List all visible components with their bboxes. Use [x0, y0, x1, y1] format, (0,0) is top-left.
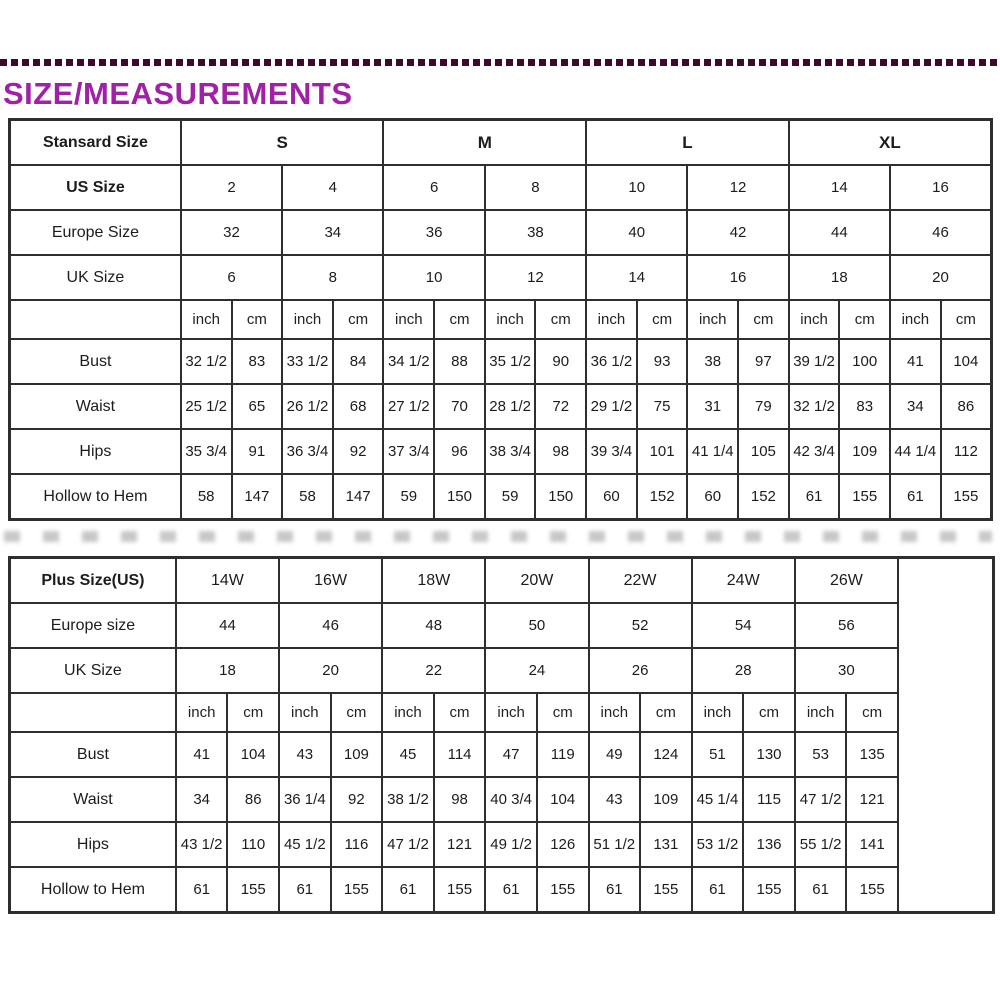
table-cell: 100 [839, 339, 890, 384]
row-label: Hollow to Hem [10, 867, 176, 913]
table-cell: 10 [586, 165, 687, 210]
table-cell: 34 [176, 777, 228, 822]
table-cell: 26 [589, 648, 692, 693]
table-cell: 25 1/2 [181, 384, 232, 429]
table-row [10, 822, 994, 867]
table-cell: 43 [279, 732, 331, 777]
table-cell: inch [789, 300, 840, 339]
table-cell: 26W [795, 558, 898, 604]
table-cell: 155 [839, 474, 890, 520]
table-cell: 51 1/2 [589, 822, 641, 867]
table-cell: 24W [692, 558, 795, 604]
row-label: Waist [10, 777, 176, 822]
table-cell: cm [846, 693, 898, 732]
table-row [10, 474, 992, 520]
table-cell: 61 [890, 474, 941, 520]
table-cell: 45 1/2 [279, 822, 331, 867]
table-cell: inch [383, 300, 434, 339]
table-cell: 61 [789, 474, 840, 520]
table-cell: 22 [382, 648, 485, 693]
page-title: SIZE/MEASUREMENTS [3, 76, 353, 111]
table-cell: 36 [383, 210, 484, 255]
row-label: Hips [10, 429, 181, 474]
table-cell: 121 [846, 777, 898, 822]
table-cell: inch [586, 300, 637, 339]
row-label: UK Size [10, 255, 181, 300]
table-cell: 90 [535, 339, 586, 384]
table-cell: 34 [890, 384, 941, 429]
table-cell: inch [485, 300, 536, 339]
table-cell: 32 [181, 210, 282, 255]
table-cell: 72 [535, 384, 586, 429]
table-cell: 60 [687, 474, 738, 520]
table-cell: 83 [839, 384, 890, 429]
table-cell: 58 [282, 474, 333, 520]
table-cell: 20W [485, 558, 588, 604]
table-cell: 46 [890, 210, 991, 255]
table-cell: 152 [637, 474, 688, 520]
table-cell: 44 1/4 [890, 429, 941, 474]
table-cell: 4 [282, 165, 383, 210]
table-cell: 93 [637, 339, 688, 384]
table-row [10, 732, 994, 777]
table-cell: 98 [535, 429, 586, 474]
table-cell: S [181, 120, 384, 166]
table-cell: 150 [535, 474, 586, 520]
table-row [10, 867, 994, 913]
table-cell: 45 [382, 732, 434, 777]
row-label: Plus Size(US) [10, 558, 176, 604]
table-cell: inch [485, 693, 537, 732]
table-cell: 150 [434, 474, 485, 520]
table-cell: 86 [941, 384, 992, 429]
table-cell: 14 [586, 255, 687, 300]
table-cell: 24 [485, 648, 588, 693]
table-cell: 2 [181, 165, 282, 210]
table-cell: 61 [279, 867, 331, 913]
table-cell: 155 [743, 867, 795, 913]
table-cell: 112 [941, 429, 992, 474]
table-cell: M [383, 120, 586, 166]
table-cell: 55 1/2 [795, 822, 847, 867]
table-cell: 59 [485, 474, 536, 520]
table-cell: 43 1/2 [176, 822, 228, 867]
table-cell: 44 [789, 210, 890, 255]
table-row [10, 384, 992, 429]
table-cell: 110 [227, 822, 279, 867]
row-label: Europe size [10, 603, 176, 648]
table-cell: 39 1/2 [789, 339, 840, 384]
table-cell: cm [331, 693, 383, 732]
table-cell: 49 [589, 732, 641, 777]
table-cell: 40 [586, 210, 687, 255]
table-row [10, 693, 994, 732]
table-cell: 42 3/4 [789, 429, 840, 474]
table-cell: 14W [176, 558, 279, 604]
table-cell: 38 1/2 [382, 777, 434, 822]
table-cell: 155 [640, 867, 692, 913]
table-cell: 109 [331, 732, 383, 777]
table-cell: XL [789, 120, 992, 166]
table-cell: 44 [176, 603, 279, 648]
table-cell: 155 [941, 474, 992, 520]
table-cell: cm [333, 300, 384, 339]
table-cell: 147 [232, 474, 283, 520]
table-cell: cm [537, 693, 589, 732]
table-cell: 101 [637, 429, 688, 474]
table-row [10, 339, 992, 384]
table-cell: 28 [692, 648, 795, 693]
table-cell: 131 [640, 822, 692, 867]
table-cell: 70 [434, 384, 485, 429]
table-cell: 38 [485, 210, 586, 255]
standard-size-table [8, 118, 993, 521]
table-cell: cm [743, 693, 795, 732]
table-cell: 75 [637, 384, 688, 429]
table-cell: 47 [485, 732, 537, 777]
table-cell: 141 [846, 822, 898, 867]
table-cell: 8 [485, 165, 586, 210]
table-cell: 61 [589, 867, 641, 913]
table-cell: 104 [537, 777, 589, 822]
table-cell: 155 [434, 867, 486, 913]
table-row [10, 255, 992, 300]
table-cell: 18W [382, 558, 485, 604]
table-cell: 68 [333, 384, 384, 429]
table-cell: 22W [589, 558, 692, 604]
table-cell: cm [434, 693, 486, 732]
table-cell: 61 [176, 867, 228, 913]
row-label [10, 693, 176, 732]
table-cell: 52 [589, 603, 692, 648]
table-cell: 34 [282, 210, 383, 255]
table-cell: 16 [890, 165, 991, 210]
row-label: Waist [10, 384, 181, 429]
table-cell: 115 [743, 777, 795, 822]
table-cell: 33 1/2 [282, 339, 333, 384]
table-row [10, 120, 992, 166]
table-cell: 61 [692, 867, 744, 913]
table-cell: inch [382, 693, 434, 732]
table-cell: 136 [743, 822, 795, 867]
table-cell: 121 [434, 822, 486, 867]
table-row [10, 165, 992, 210]
table-cell: 126 [537, 822, 589, 867]
table-cell: 46 [279, 603, 382, 648]
table-cell: inch [687, 300, 738, 339]
row-label: Hips [10, 822, 176, 867]
table-cell: 58 [181, 474, 232, 520]
plus-size-table [8, 556, 995, 914]
table-cell: inch [181, 300, 232, 339]
table-cell: 41 [890, 339, 941, 384]
table-cell: 49 1/2 [485, 822, 537, 867]
table-cell: 155 [537, 867, 589, 913]
table-cell: 38 [687, 339, 738, 384]
table-cell: 97 [738, 339, 789, 384]
table-cell: 18 [789, 255, 890, 300]
table-cell: 39 3/4 [586, 429, 637, 474]
table-cell: 104 [941, 339, 992, 384]
table-cell: cm [535, 300, 586, 339]
table-cell: 61 [485, 867, 537, 913]
table-cell: 31 [687, 384, 738, 429]
table-cell: 83 [232, 339, 283, 384]
row-label: UK Size [10, 648, 176, 693]
table-cell: cm [640, 693, 692, 732]
table-cell: cm [839, 300, 890, 339]
table-row [10, 648, 994, 693]
table-cell: 12 [485, 255, 586, 300]
table-cell: 104 [227, 732, 279, 777]
table-cell: 53 [795, 732, 847, 777]
table-row [10, 777, 994, 822]
table-row [10, 210, 992, 255]
table-cell: 53 1/2 [692, 822, 744, 867]
table-cell: cm [738, 300, 789, 339]
table-cell: 147 [333, 474, 384, 520]
table-cell: 50 [485, 603, 588, 648]
table-cell: 116 [331, 822, 383, 867]
table-cell: 109 [640, 777, 692, 822]
table-cell: 48 [382, 603, 485, 648]
table-cell: 10 [383, 255, 484, 300]
table-cell: 32 1/2 [181, 339, 232, 384]
table-cell: 155 [331, 867, 383, 913]
table-cell: 91 [232, 429, 283, 474]
table-cell: 36 3/4 [282, 429, 333, 474]
table-cell: 28 1/2 [485, 384, 536, 429]
table-cell: 8 [282, 255, 383, 300]
table-cell: inch [795, 693, 847, 732]
table-cell: 6 [383, 165, 484, 210]
table-cell: 42 [687, 210, 788, 255]
table-cell: 155 [227, 867, 279, 913]
table-cell: 54 [692, 603, 795, 648]
table-cell: 41 1/4 [687, 429, 738, 474]
table-cell: 47 1/2 [382, 822, 434, 867]
table-cell: 65 [232, 384, 283, 429]
row-label: Bust [10, 732, 176, 777]
table-cell: 35 3/4 [181, 429, 232, 474]
table-cell: 114 [434, 732, 486, 777]
table-cell: 96 [434, 429, 485, 474]
table-cell: 155 [846, 867, 898, 913]
table-cell: 32 1/2 [789, 384, 840, 429]
table-cell: inch [890, 300, 941, 339]
table-cell: inch [176, 693, 228, 732]
row-label: Stansard Size [10, 120, 181, 166]
row-label: Europe Size [10, 210, 181, 255]
table-cell: 45 1/4 [692, 777, 744, 822]
table-cell: 6 [181, 255, 282, 300]
table-cell: inch [692, 693, 744, 732]
table-cell: 47 1/2 [795, 777, 847, 822]
table-cell: inch [282, 300, 333, 339]
table-cell: 86 [227, 777, 279, 822]
table-cell: 84 [333, 339, 384, 384]
table-cell: 56 [795, 603, 898, 648]
table-cell: 20 [279, 648, 382, 693]
table-cell: 16 [687, 255, 788, 300]
table-cell: 92 [331, 777, 383, 822]
table-cell: cm [637, 300, 688, 339]
table-cell: 43 [589, 777, 641, 822]
table-cell: 124 [640, 732, 692, 777]
table-cell: 12 [687, 165, 788, 210]
table-cell: 30 [795, 648, 898, 693]
table-cell: 61 [795, 867, 847, 913]
row-label: Bust [10, 339, 181, 384]
table-cell: cm [434, 300, 485, 339]
table-cell: 14 [789, 165, 890, 210]
table-cell: 38 3/4 [485, 429, 536, 474]
table-cell: 51 [692, 732, 744, 777]
table-cell: 152 [738, 474, 789, 520]
table-cell: 18 [176, 648, 279, 693]
empty-column [898, 558, 994, 913]
table-cell: 36 1/4 [279, 777, 331, 822]
table-cell: cm [941, 300, 992, 339]
table-cell: 105 [738, 429, 789, 474]
table-cell: 119 [537, 732, 589, 777]
table-row [10, 603, 994, 648]
dashed-divider [0, 59, 1000, 66]
table-cell: L [586, 120, 789, 166]
table-cell: 79 [738, 384, 789, 429]
table-cell: 59 [383, 474, 434, 520]
table-cell: 61 [382, 867, 434, 913]
table-cell: inch [279, 693, 331, 732]
table-cell: 35 1/2 [485, 339, 536, 384]
table-cell: 16W [279, 558, 382, 604]
row-label: Hollow to Hem [10, 474, 181, 520]
table-cell: 20 [890, 255, 991, 300]
table-cell: 34 1/2 [383, 339, 434, 384]
table-cell: inch [589, 693, 641, 732]
faded-dash-artifact [4, 531, 992, 542]
table-cell: cm [227, 693, 279, 732]
table-cell: 130 [743, 732, 795, 777]
table-cell: 135 [846, 732, 898, 777]
table-cell: 92 [333, 429, 384, 474]
table-row [10, 429, 992, 474]
table-cell: 36 1/2 [586, 339, 637, 384]
table-cell: 40 3/4 [485, 777, 537, 822]
table-cell: cm [232, 300, 283, 339]
table-cell: 37 3/4 [383, 429, 434, 474]
table-cell: 109 [839, 429, 890, 474]
table-cell: 98 [434, 777, 486, 822]
table-cell: 60 [586, 474, 637, 520]
table-cell: 41 [176, 732, 228, 777]
table-cell: 29 1/2 [586, 384, 637, 429]
table-row [10, 558, 994, 604]
table-cell: 88 [434, 339, 485, 384]
table-row [10, 300, 992, 339]
table-cell: 26 1/2 [282, 384, 333, 429]
row-label: US Size [10, 165, 181, 210]
table-cell: 27 1/2 [383, 384, 434, 429]
row-label [10, 300, 181, 339]
